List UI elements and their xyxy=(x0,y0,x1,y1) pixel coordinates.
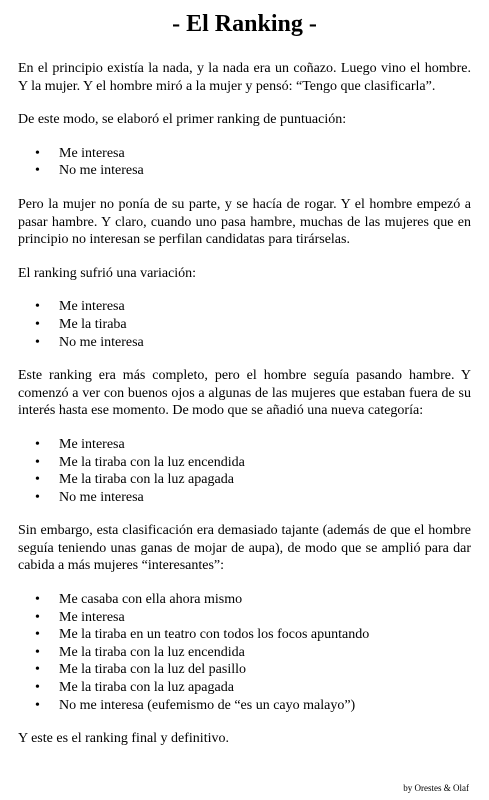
list-item xyxy=(18,162,471,180)
ranking-list-final xyxy=(18,591,471,714)
list-item-text: No me interesa xyxy=(59,334,144,350)
list-item-text: No me interesa (eufemismo de “es un cayo malayo”) xyxy=(59,697,356,713)
list-item xyxy=(18,145,471,163)
hunger-paragraph: Pero la mujer no ponía de su parte, y se hacía de rogar. Y el hombre empezó a pasar hambre. Y claro, cuando uno pasa hambre, muchas de las mujeres que en principio no interesan se perfilan candidatas para tirárselas. xyxy=(18,196,471,248)
list-item-text: No me interesa xyxy=(59,163,144,179)
list-item xyxy=(18,626,471,644)
intro-paragraph: En el principio existía la nada, y la nada era un coñazo. Luego vino el hombre. Y la mujer. Y el hombre miró a la mujer y pensó: “Tengo que clasificarla”. xyxy=(18,61,471,94)
list-item-text: Me la tiraba con la luz encendida xyxy=(59,454,245,470)
ranking-list-1 xyxy=(18,145,471,180)
bullet-icon: • xyxy=(35,644,40,660)
bullet-icon: • xyxy=(35,489,40,505)
list-item-text: Me interesa xyxy=(59,145,125,161)
bullet-icon: • xyxy=(35,472,40,488)
list-item xyxy=(18,489,471,507)
list-item-text: Me casaba con ella ahora mismo xyxy=(59,592,243,608)
list-item-text: Me la tiraba en un teatro con todos los focos apuntando xyxy=(59,627,370,643)
list-item xyxy=(18,334,471,352)
list-item xyxy=(18,661,471,679)
bullet-icon: • xyxy=(35,163,40,179)
list-item xyxy=(18,591,471,609)
list-item xyxy=(18,436,471,454)
bullet-icon: • xyxy=(35,299,40,315)
closing-line: Y este es el ranking final y definitivo. xyxy=(18,731,229,747)
list-item xyxy=(18,298,471,316)
ranking-list-3 xyxy=(18,436,471,506)
bullet-icon: • xyxy=(35,662,40,678)
list-item xyxy=(18,316,471,334)
bullet-icon: • xyxy=(35,697,40,713)
bullet-icon: • xyxy=(35,627,40,643)
list-item-text: Me la tiraba con la luz encendida xyxy=(59,644,245,660)
bullet-icon: • xyxy=(35,436,40,452)
bullet-icon: • xyxy=(35,680,40,696)
list-item xyxy=(18,609,471,627)
variation-intro: El ranking sufrió una variación: xyxy=(18,265,197,281)
bullet-icon: • xyxy=(35,334,40,350)
list-item-text: Me interesa xyxy=(59,609,125,625)
new-category-paragraph: Este ranking era más completo, pero el hombre seguía pasando hambre. Y comenzó a ver con buenos ojos a algunas de las mujeres que estaban fuera de su interés hasta ese momento. De modo que se añadió una nueva categoría: xyxy=(18,368,471,419)
expansion-paragraph: Sin embargo, esta clasificación era demasiado tajante (además de que el hombre seguía teniendo unas ganas de mojar de aupa), de modo que se amplió para dar cabida a más mujeres “interesantes”: xyxy=(18,523,471,574)
list-item-text: Me la tiraba con la luz del pasillo xyxy=(59,662,246,678)
signature: by Orestes & Olaf xyxy=(403,783,469,793)
first-ranking-intro: De este modo, se elaboró el primer ranking de puntuación: xyxy=(18,112,347,128)
list-item-text: Me interesa xyxy=(59,436,125,452)
list-item-text: Me la tiraba con la luz apagada xyxy=(59,680,234,696)
ranking-list-2 xyxy=(18,298,471,351)
list-item-text: Me la tiraba con la luz apagada xyxy=(59,472,234,488)
list-item-text: No me interesa xyxy=(59,489,144,505)
bullet-icon: • xyxy=(35,145,40,161)
list-item xyxy=(18,454,471,472)
bullet-icon: • xyxy=(35,592,40,608)
document-title: - El Ranking - xyxy=(172,11,317,37)
list-item xyxy=(18,644,471,662)
bullet-icon: • xyxy=(35,609,40,625)
bullet-icon: • xyxy=(35,454,40,470)
bullet-icon: • xyxy=(35,316,40,332)
list-item xyxy=(18,471,471,489)
list-item-text: Me interesa xyxy=(59,299,125,315)
list-item xyxy=(18,679,471,697)
list-item xyxy=(18,697,471,715)
list-item-text: Me la tiraba xyxy=(59,316,127,332)
